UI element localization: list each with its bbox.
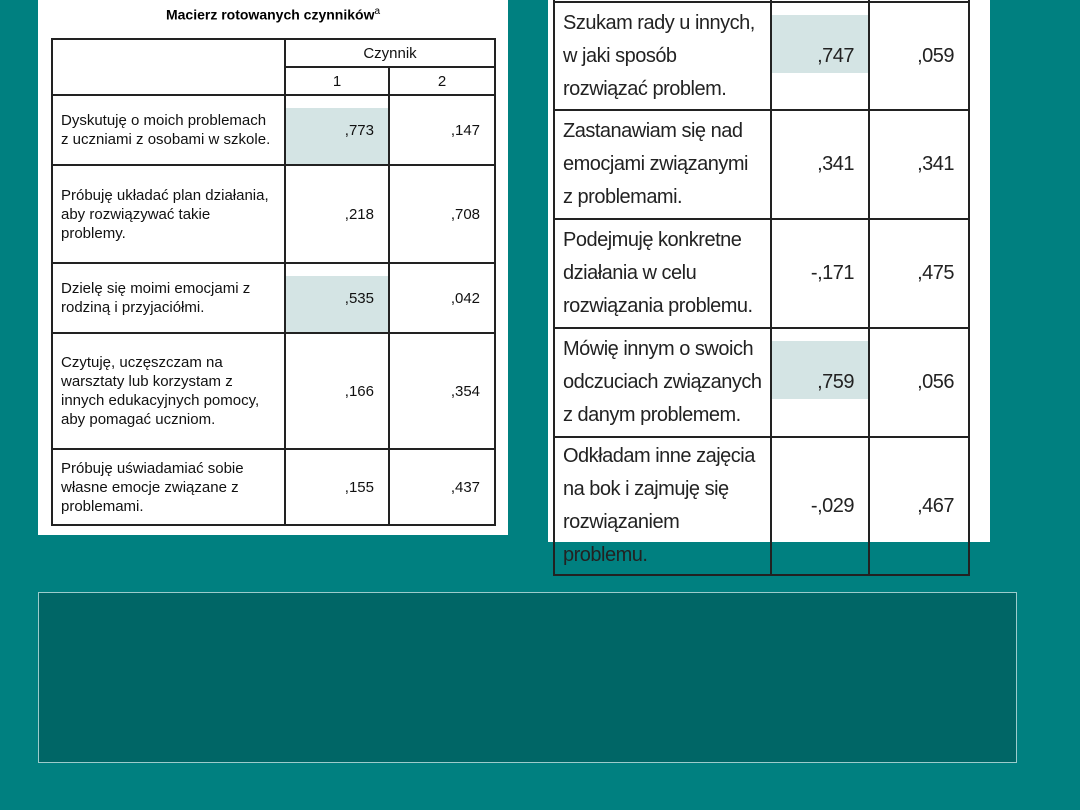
table-row xyxy=(554,2,969,110)
row-label: Czytuję, uczęszczam na warsztaty lub korzystam z innych edukacyjnych pomocy, aby pomagać uczniom. xyxy=(52,333,285,449)
table-title-text: Macierz rotowanych czynników xyxy=(165,6,375,23)
loading-value: ,166 xyxy=(344,382,374,400)
loading-factor-1 xyxy=(285,165,389,263)
loading-factor-1 xyxy=(285,95,389,165)
loading-value: ,475 xyxy=(917,262,954,284)
loading-factor-1 xyxy=(771,437,869,575)
row-label: Mówię innym o swoich odczuciach związanych z danym problemem. xyxy=(554,328,771,437)
loading-factor-1 xyxy=(771,328,869,437)
row-label: Dzielę się moimi emocjami z rodziną i przyjaciółmi. xyxy=(52,263,285,333)
rotated-factor-matrix-right xyxy=(553,0,970,576)
loading-value: ,147 xyxy=(450,121,481,139)
loading-factor-2 xyxy=(389,95,495,165)
loading-factor-2 xyxy=(389,449,495,525)
factor-col-1: 1 xyxy=(285,67,389,95)
loading-factor-2 xyxy=(389,165,495,263)
table-title xyxy=(38,6,508,23)
loading-value: ,042 xyxy=(450,289,481,307)
loading-factor-1 xyxy=(771,2,869,110)
table-row xyxy=(554,437,969,575)
table-row xyxy=(52,263,495,333)
loading-value: ,341 xyxy=(917,153,954,175)
loading-factor-2 xyxy=(389,263,495,333)
factor-col-2: 2 xyxy=(389,67,495,95)
loading-value: -,029 xyxy=(810,494,854,517)
loading-value: ,059 xyxy=(917,44,954,67)
row-label: Dyskutuję o moich problemach z uczniami z osobami w szkole. xyxy=(52,95,285,165)
loading-factor-1 xyxy=(771,110,869,219)
row-label: Próbuję układać plan działania, aby rozwiązywać takie problemy. xyxy=(52,165,285,263)
row-label: Zastanawiam się nad emocjami związanymi z problemami. xyxy=(554,110,771,219)
loading-value: ,759 xyxy=(817,371,854,393)
loading-factor-2 xyxy=(869,219,969,328)
loading-factor-1 xyxy=(285,333,389,449)
loading-value: ,354 xyxy=(450,382,481,400)
table-row xyxy=(554,219,969,328)
table-title-superscript: a xyxy=(374,6,381,17)
table-row xyxy=(52,333,495,449)
loading-value: ,437 xyxy=(450,478,481,496)
factor-header: Czynnik xyxy=(285,39,495,67)
loading-value: ,056 xyxy=(917,371,954,393)
loading-value: ,218 xyxy=(344,205,374,223)
table-row xyxy=(52,95,495,165)
loading-factor-2 xyxy=(869,328,969,437)
loading-factor-2 xyxy=(869,2,969,110)
loading-value: -,171 xyxy=(810,262,854,284)
left-table-panel xyxy=(38,0,508,535)
row-label: Odkładam inne zajęcia na bok i zajmuję się rozwiązaniem problemu. xyxy=(554,437,771,575)
table-row xyxy=(52,449,495,525)
loading-factor-1 xyxy=(285,263,389,333)
loading-value: ,535 xyxy=(344,289,374,307)
row-label: Próbuję uświadamiać sobie własne emocje związane z problemami. xyxy=(52,449,285,525)
table-row xyxy=(52,165,495,263)
loading-factor-2 xyxy=(869,437,969,575)
table-row xyxy=(554,110,969,219)
row-label: Szukam rady u innych, w jaki sposób rozwiązać problem. xyxy=(554,2,771,110)
right-table-panel xyxy=(548,0,990,566)
loading-factor-1 xyxy=(771,219,869,328)
loading-value: ,155 xyxy=(344,478,374,496)
rotated-factor-matrix-left xyxy=(51,38,496,526)
corner-cell xyxy=(52,39,285,95)
loading-factor-1 xyxy=(285,449,389,525)
loading-value: ,708 xyxy=(450,205,481,223)
loading-value: ,467 xyxy=(917,494,954,517)
row-label: Podejmuję konkretne działania w celu rozwiązania problemu. xyxy=(554,219,771,328)
loading-factor-2 xyxy=(389,333,495,449)
table-row xyxy=(554,328,969,437)
loading-value: ,773 xyxy=(344,121,374,139)
loading-value: ,341 xyxy=(817,153,854,175)
loading-factor-2 xyxy=(869,110,969,219)
bottom-text-box xyxy=(38,592,1017,763)
loading-value: ,747 xyxy=(817,44,854,67)
